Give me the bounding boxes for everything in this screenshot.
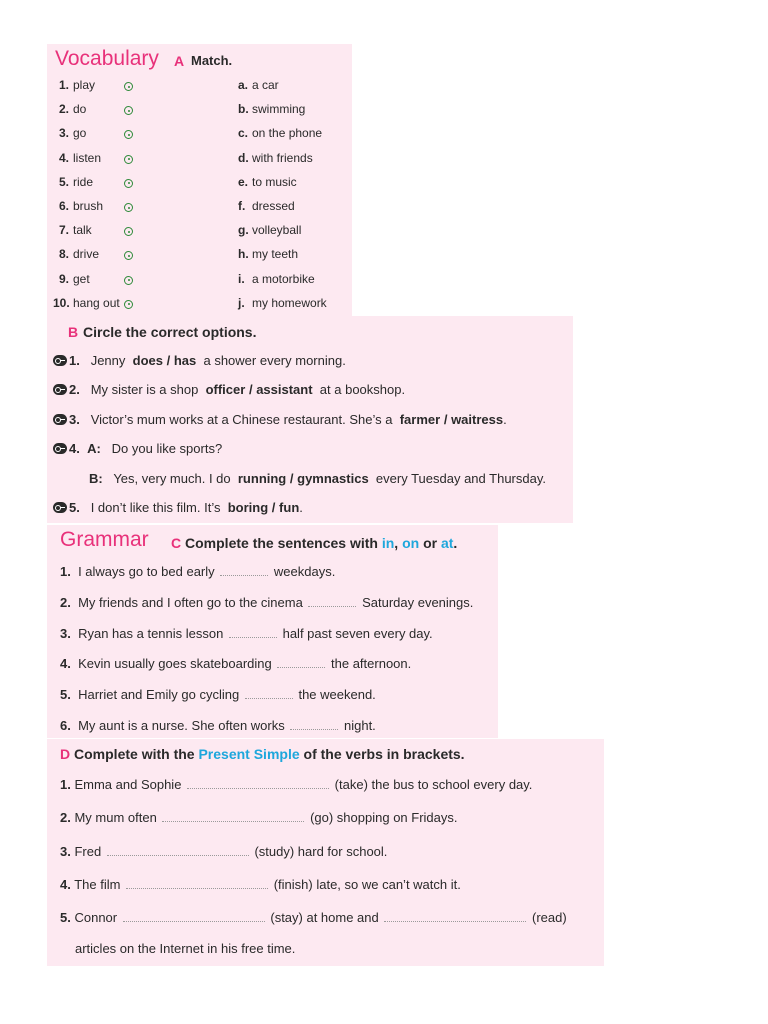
option-boring[interactable]: boring — [227, 500, 269, 515]
match-left-word: play — [73, 78, 96, 92]
present-sentence: 3. Fred (study) hard for school. — [60, 843, 388, 859]
match-left-number: 4. — [59, 150, 70, 165]
match-right-phrase: my teeth — [252, 247, 299, 262]
match-right-letter: g. — [238, 223, 249, 238]
grammar-sentence: 6. My aunt is a nurse. She often works night. — [60, 718, 376, 733]
match-left-word: hang out — [73, 295, 120, 310]
circle-sentence-2: 2. My sister is a shop officer / assistant at a bookshop. — [69, 382, 406, 397]
match-dot-icon[interactable] — [124, 155, 133, 164]
match-dot-icon[interactable] — [124, 130, 133, 139]
match-left-number: 1. — [59, 78, 70, 92]
key-icon — [53, 502, 67, 513]
present-simple-instruction: D Complete with the Present Simple of the verbs in brackets. — [60, 746, 465, 762]
grammar-sentence: 1. I always go to bed early weekdays. — [60, 564, 336, 579]
match-right-letter: e. — [238, 174, 249, 189]
circle-sentence-1: 1. Jenny does / has a shower every morning. — [69, 353, 346, 368]
section-letter-a: A — [174, 53, 185, 69]
match-right-phrase: my homework — [252, 295, 327, 310]
key-icon — [53, 384, 67, 395]
grammar-sentence: 3. Ryan has a tennis lesson half past seven every day. — [60, 625, 433, 641]
section-letter-d: D — [60, 746, 71, 762]
match-left-number: 7. — [59, 223, 70, 238]
answer-blank[interactable] — [229, 626, 277, 638]
option-running[interactable]: running — [237, 471, 287, 486]
match-right-letter: i. — [238, 271, 245, 286]
key-icon — [53, 355, 67, 366]
match-left-word: listen — [73, 150, 102, 165]
present-sentence: 2. My mum often (go) shopping on Fridays. — [60, 810, 458, 826]
key-icon — [53, 443, 67, 454]
present-sentence-5-continuation: articles on the Internet in his free time. — [75, 941, 296, 956]
answer-blank[interactable] — [123, 910, 265, 922]
match-right-phrase: volleyball — [252, 223, 302, 238]
circle-sentence-3: 3. Victor’s mum works at a Chinese restaurant. She’s a farmer / waitress. — [69, 412, 507, 427]
answer-blank[interactable] — [220, 564, 268, 576]
circle-sentence-4b: B: Yes, very much. I do running / gymnastics every Tuesday and Thursday. — [89, 471, 546, 486]
present-sentence: 1. Emma and Sophie (take) the bus to school every day. — [60, 777, 533, 792]
match-right-phrase: to music — [252, 174, 297, 189]
answer-blank[interactable] — [187, 777, 329, 789]
match-left-word: go — [73, 126, 87, 141]
match-right-letter: a. — [238, 78, 249, 92]
grammar-sentence: 4. Kevin usually goes skateboarding the afternoon. — [60, 656, 412, 672]
match-dot-icon[interactable] — [124, 82, 133, 91]
answer-blank[interactable] — [107, 844, 249, 856]
match-left-number: 6. — [59, 199, 70, 213]
match-left-word: ride — [73, 174, 94, 189]
grammar-sentence: 2. My friends and I often go to the cinema Saturday evenings. — [60, 594, 474, 610]
option-waitress[interactable]: waitress — [451, 412, 504, 427]
match-left-number: 3. — [59, 126, 70, 141]
answer-blank[interactable] — [245, 687, 293, 699]
answer-blank[interactable] — [290, 718, 338, 730]
match-right-phrase: a car — [252, 78, 279, 92]
match-right-phrase: swimming — [252, 102, 306, 117]
option-fun[interactable]: fun — [279, 500, 300, 515]
option-assistant[interactable]: assistant — [256, 382, 313, 397]
match-right-phrase: with friends — [252, 150, 313, 165]
match-right-letter: f. — [238, 199, 246, 213]
circle-instruction: Circle the correct options. — [83, 324, 257, 340]
match-right-phrase: dressed — [252, 199, 295, 213]
grammar-panel — [47, 525, 498, 738]
option-farmer[interactable]: farmer — [399, 412, 441, 427]
present-sentence: 4. The film (finish) late, so we can’t watch it. — [60, 876, 461, 892]
option-does[interactable]: does — [132, 353, 163, 368]
grammar-title: Grammar — [60, 528, 149, 551]
match-left-word: talk — [73, 223, 92, 238]
circle-sentence-4a: 4. A: Do you like sports? — [69, 441, 223, 456]
match-right-letter: d. — [238, 150, 249, 165]
key-icon — [53, 414, 67, 425]
option-gymnastics[interactable]: gymnastics — [297, 471, 369, 486]
vocabulary-panel — [47, 44, 352, 316]
match-right-letter: c. — [238, 126, 249, 141]
match-left-number: 8. — [59, 247, 70, 262]
match-left-number: 9. — [59, 271, 70, 286]
match-right-letter: h. — [238, 247, 249, 262]
present-simple-panel — [47, 739, 604, 966]
match-dot-icon[interactable] — [124, 106, 133, 115]
match-left-number: 2. — [59, 102, 70, 117]
match-dot-icon[interactable] — [124, 203, 133, 212]
match-dot-icon[interactable] — [124, 227, 133, 236]
match-right-phrase: a motorbike — [252, 271, 315, 286]
match-left-word: do — [73, 102, 87, 117]
match-instruction: Match. — [191, 53, 233, 68]
answer-blank[interactable] — [384, 910, 526, 922]
answer-blank[interactable] — [277, 656, 325, 668]
section-letter-b: B — [68, 324, 79, 340]
match-dot-icon[interactable] — [124, 276, 133, 285]
match-dot-icon[interactable] — [124, 251, 133, 260]
present-sentence-5: 5. Connor (stay) at home and (read) — [60, 910, 567, 925]
grammar-instruction: C Complete the sentences with in, on or at. — [171, 535, 458, 551]
match-left-word: brush — [73, 199, 104, 213]
match-right-letter: j. — [238, 295, 245, 310]
grammar-sentence: 5. Harriet and Emily go cycling the weekend. — [60, 687, 376, 703]
match-dot-icon[interactable] — [124, 179, 133, 188]
answer-blank[interactable] — [126, 877, 268, 889]
match-dot-icon[interactable] — [124, 300, 133, 309]
match-left-number: 5. — [59, 174, 70, 189]
match-right-letter: b. — [238, 102, 249, 117]
match-left-word: get — [73, 271, 90, 286]
circle-options-panel — [47, 316, 573, 523]
answer-blank[interactable] — [308, 595, 356, 607]
match-right-phrase: on the phone — [252, 126, 323, 141]
option-has[interactable]: has — [173, 353, 197, 368]
section-letter-c: C — [171, 535, 182, 551]
answer-blank[interactable] — [162, 810, 304, 822]
circle-sentence-5: 5. I don’t like this film. It’s boring / fun. — [69, 500, 303, 515]
option-officer[interactable]: officer — [205, 382, 246, 397]
vocabulary-title: Vocabulary — [55, 47, 159, 70]
match-left-word: drive — [73, 247, 100, 262]
match-left-number: 10. — [53, 295, 70, 310]
